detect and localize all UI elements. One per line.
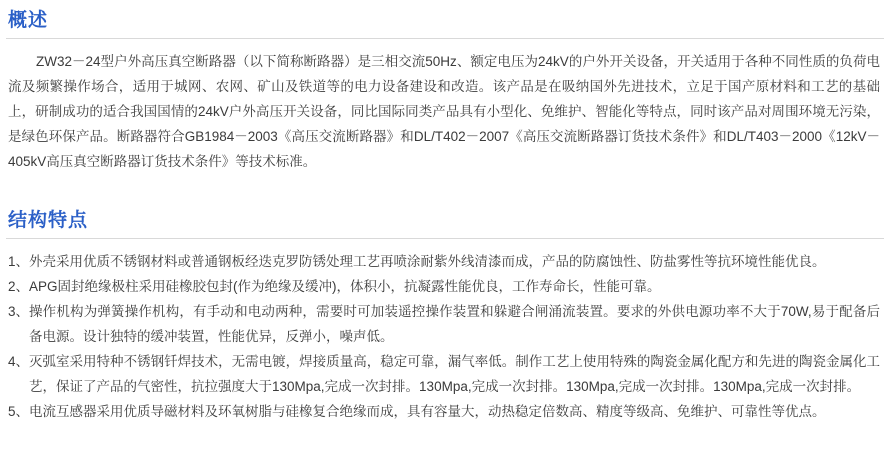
list-item-text: 外壳采用优质不锈钢材料或普通钢板经迭克罗防锈处理工艺再喷涂耐紫外线清漆而成，产品的防腐蚀性、防盐雾性等抗环境性能优良。: [29, 254, 826, 269]
list-item: [6, 399, 884, 424]
heading-divider-features: [6, 238, 884, 239]
list-item-text: 灭弧室采用特种不锈钢钎焊技术，无需电镀，焊接质量高，稳定可靠，漏气率低。制作工艺上使用特殊的陶瓷金属化配方和先进的陶瓷金属化工艺，保证了产品的气密性，抗拉强度大于130Mpa,完成一次封排。130Mpa,完成一次封排。130Mpa,完成一次封排。130Mpa,完成一次封排。: [29, 354, 880, 394]
list-item: [6, 249, 884, 274]
section-spacer: [6, 174, 884, 208]
heading-divider-overview: [6, 38, 884, 39]
list-item-text: 操作机构为弹簧操作机构，有手动和电动两种，需要时可加装遥控操作装置和躲避合闸涌流装置。要求的外供电源功率不大于70W,易于配备后备电源。设计独特的缓冲装置，性能优异，反弹小，噪声低。: [29, 304, 880, 344]
section-heading-overview: 概述: [8, 10, 49, 31]
overview-paragraph-text: ZW32－24型户外高压真空断路器（以下简称断路器）是三相交流50Hz、额定电压为24kV的户外开关设备，开关适用于各种不同性质的负荷电流及频繁操作场合，适用于城网、农网、矿山及铁道等的电力设备建设和改造。该产品是在吸纳国外先进技术，立足于国产原材料和工艺的基础上，研制成功的适合我国国情的24kV户外高压开关设备，同比国际同类产品具有小型化、免维护、智能化等特点，同时该产品对周围环境无污染，是绿色环保产品。断路器符合GB1984－2003《高压交流断路器》和DL/T402－2007《高压交流断路器订货技术条件》和DL/T403－2000《12kV－405kV高压真空断路器订货技术条件》等技术标准。: [8, 54, 880, 169]
list-item-marker: 4、: [8, 354, 30, 369]
list-item: [6, 274, 884, 299]
list-item-text: 电流互感器采用优质导磁材料及环氧树脂与硅橡复合绝缘而成，具有容量大，动热稳定倍数高、精度等级高、免维护、可靠性等优点。: [29, 404, 826, 419]
list-item-marker: 5、: [8, 404, 30, 419]
list-item-marker: 1、: [8, 254, 30, 269]
list-item-marker: 2、: [8, 279, 30, 294]
list-item: [6, 299, 884, 349]
list-item-marker: 3、: [8, 304, 30, 319]
section-heading-features: 结构特点: [8, 210, 89, 231]
list-item-text: APG固封绝缘极柱采用硅橡胶包封(作为绝缘及缓冲)，体积小，抗凝露性能优良，工作寿命长，性能可靠。: [29, 279, 661, 294]
list-item: [6, 349, 884, 399]
overview-paragraph: [6, 49, 884, 174]
features-list: [6, 249, 884, 424]
